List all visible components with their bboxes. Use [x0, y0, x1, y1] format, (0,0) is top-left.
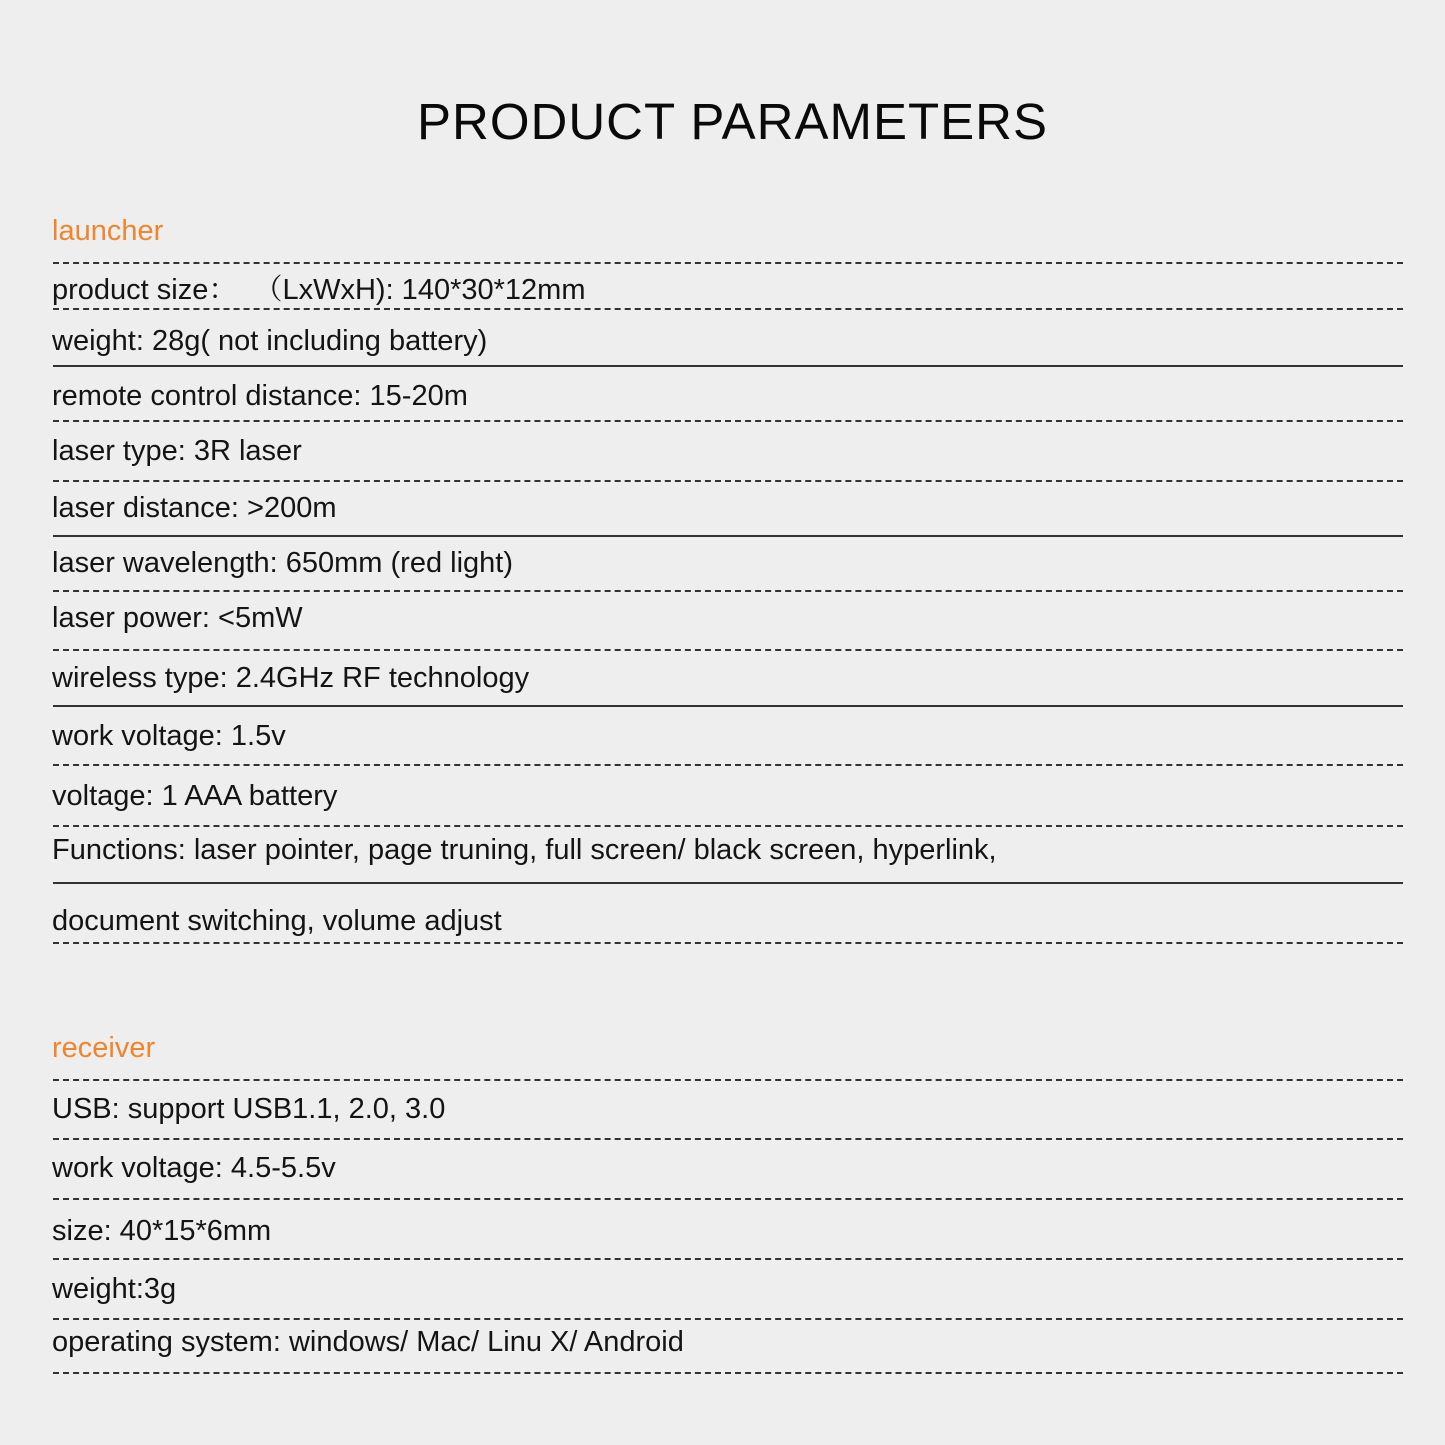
- spec-row-receiver-work-voltage: work voltage: 4.5-5.5v: [52, 1152, 336, 1184]
- divider: [53, 308, 1403, 310]
- divider: [53, 420, 1403, 422]
- spec-row-receiver-size: size: 40*15*6mm: [52, 1215, 272, 1247]
- divider: [53, 705, 1403, 707]
- divider: [53, 1138, 1403, 1140]
- section-heading-receiver: receiver: [52, 1032, 156, 1064]
- spec-row-weight: weight: 28g( not including battery): [52, 325, 488, 357]
- spec-row-functions: Functions: laser pointer, page truning, full screen/ black screen, hyperlink,: [52, 834, 997, 866]
- divider: [53, 882, 1403, 884]
- spec-row-remote-distance: remote control distance: 15-20m: [52, 380, 468, 412]
- spec-row-laser-power: laser power: <5mW: [52, 602, 303, 634]
- divider: [53, 365, 1403, 367]
- divider: [53, 942, 1403, 944]
- spec-row-voltage: voltage: 1 AAA battery: [52, 780, 338, 812]
- section-heading-launcher: launcher: [52, 215, 164, 247]
- divider: [53, 535, 1403, 537]
- divider: [53, 1198, 1403, 1200]
- divider: [53, 1079, 1403, 1081]
- spec-row-work-voltage: work voltage: 1.5v: [52, 720, 286, 752]
- spec-row-laser-wavelength: laser wavelength: 650mm (red light): [52, 547, 513, 579]
- divider: [53, 1258, 1403, 1260]
- page-title: PRODUCT PARAMETERS: [416, 93, 1049, 150]
- divider: [53, 1318, 1403, 1320]
- spec-row-laser-type: laser type: 3R laser: [52, 435, 302, 467]
- spec-row-laser-distance: laser distance: >200m: [52, 492, 337, 524]
- spec-row-receiver-weight: weight:3g: [52, 1273, 177, 1305]
- divider: [53, 1372, 1403, 1374]
- spec-row-product-size: product size： （LxWxH): 140*30*12mm: [52, 274, 586, 306]
- spec-row-functions-continued: document switching, volume adjust: [52, 905, 502, 937]
- divider: [53, 480, 1403, 482]
- divider: [53, 825, 1403, 827]
- spec-row-operating-system: operating system: windows/ Mac/ Linu X/ Android: [52, 1326, 684, 1358]
- divider: [53, 764, 1403, 766]
- divider: [53, 262, 1403, 264]
- spec-row-wireless-type: wireless type: 2.4GHz RF technology: [52, 662, 530, 694]
- divider: [53, 590, 1403, 592]
- spec-row-usb: USB: support USB1.1, 2.0, 3.0: [52, 1093, 446, 1125]
- divider: [53, 649, 1403, 651]
